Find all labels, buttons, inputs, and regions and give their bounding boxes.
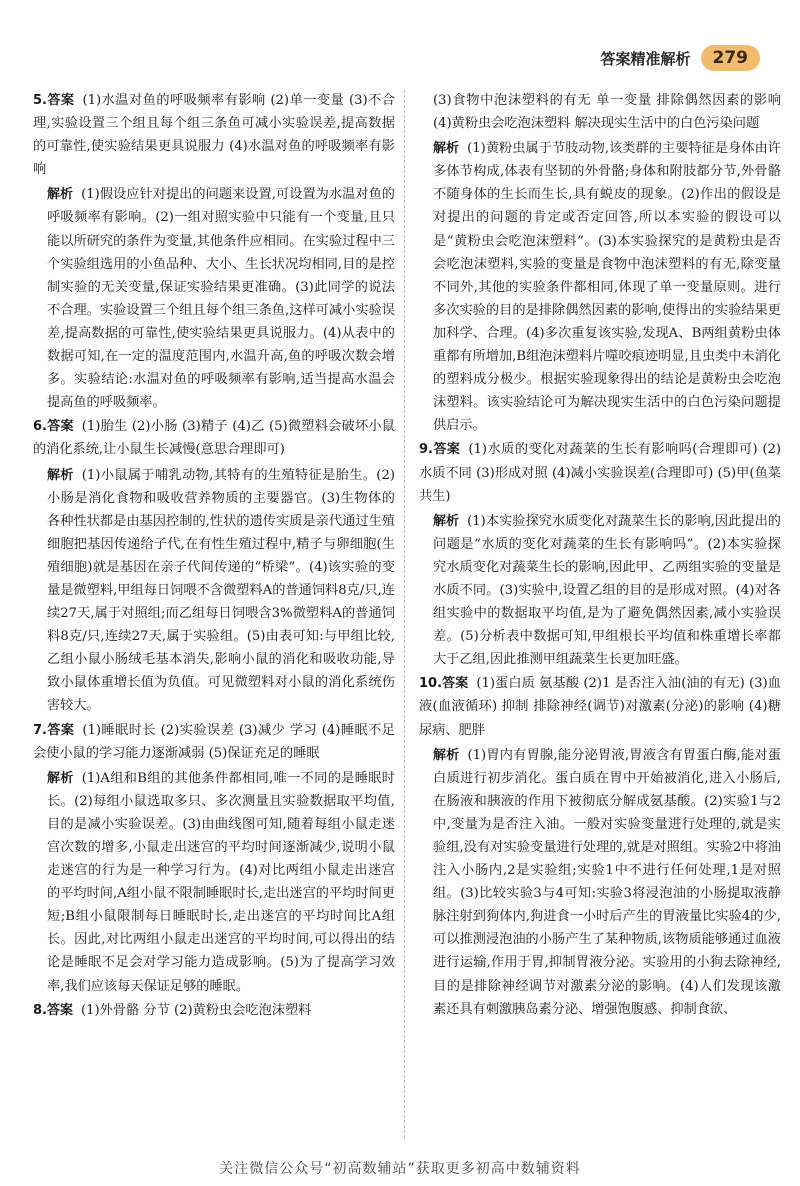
item-number: 10. — [419, 676, 443, 692]
item-number: 5. — [33, 93, 47, 108]
answer-text: (1)睡眠时长 (2)实验误差 (3)减少 学习 (4)睡眠不足会使小鼠的学习能力逐渐减弱 (5)保证充足的睡眠 — [33, 722, 395, 761]
analysis-text: (1)黄粉虫属于节肢动物,该类群的主要特征是身体由许多体节构成,体表有坚韧的外骨骼;身体和附肢都分节,外骨骼不随身体的生长而生长,具有蜕皮的现象。(2)作出的假设是对提出的问题的肯定或否定回答,所以本实验的假设可以是“黄粉虫会吃泡沫塑料”。(3)本实验探究的是黄粉虫是否会吃泡沫塑料,实验的变量是食物中泡沫塑料的有无,除变量不同外,其他的实验条件都相同,体现了单一变量原则。进行多次实验的目的是排除偶然因素的影响,使得出的实验结果更加科学、合理。(4)多次重复该实验,发现A、B两组黄粉虫体重都有所增加,B组泡沫塑料片噬咬痕迹明显,且虫类中未消化的塑料成分极少。根据实验现象得出的结论是黄粉虫会吃泡沫塑料。该实验结论可为解决现实生活中的白色污染问题提供启示。 — [433, 141, 781, 434]
analysis-text: (1)本实验探究水质变化对蔬菜生长的影响,因此提出的问题是“水质的变化对蔬菜的生长有影响吗”。(2)本实验探究水质变化对蔬菜生长的影响,因此甲、乙两组实验的变量是水质不同。(3)实验中,设置乙组的目的是形成对照。(4)对各组实验中的数据取平均值,是为了避免偶然因素,减小实验误差。(5)分析表中数据可知,甲组根长平均值和株重增长率都大于乙组,因此推测甲组蔬菜生长更加旺盛。 — [433, 513, 781, 668]
header-title: 答案精准解析 — [600, 49, 691, 68]
analysis-label: 解析 — [47, 770, 74, 786]
analysis-label: 解析 — [47, 467, 74, 483]
answer-label: 答案 — [432, 442, 461, 458]
answer-item-7 — [33, 719, 395, 998]
analysis-label: 解析 — [47, 187, 74, 203]
analysis-text: (1)假设应针对提出的问题来设置,可设置为水温对鱼的呼吸频率有影响。(2)一组对照实验中只能有一个变量,且只能以所研究的条件为变量,其他条件应相同。在实验过程中三个实验组选用的小鱼品种、大小、生长状况均相同,目的是控制实验的无关变量,保证实验结果更准确。(3)此同学的说法不合理。实验设置三个组且每个组三条鱼,这样可减小实验误差,提高数据的可靠性,使实验结果更具说服力。(4)从表中的数据可知,在一定的温度范围内,水温升高,鱼的呼吸次数会增多。实验结论:水温对鱼的呼吸频率有影响,适当提高水温会提高鱼的呼吸频率。 — [47, 187, 395, 411]
analysis-text: (1)A组和B组的其他条件都相同,唯一不同的是睡眠时长。(2)每组小鼠选取多只、多次测量且实验数据取平均值,目的是减小实验误差。(3)由曲线图可知,随着每组小鼠走迷宫次数的增多,小鼠走出迷宫的平均时间逐渐减少,说明小鼠走迷宫的行为是一种学习行为。(4)对比两组小鼠走出迷宫的平均时间,A组小鼠不限制睡眠时长,走出迷宫的平均时间更短;B组小鼠限制每日睡眠时长,走出迷宫的平均时间比A组长。因此,对比两组小鼠走出迷宫的平均时间,可以得出的结论是睡眠不足会对学习能力造成影响。(5)为了提高学习效率,我们应该每天保证足够的睡眠。 — [47, 770, 395, 994]
item-number: 8. — [33, 1002, 47, 1018]
page-header — [600, 42, 760, 74]
answer-text: (1)胎生 (2)小肠 (3)精子 (4)乙 (5)微塑料会破坏小鼠的消化系统,让小鼠生长减慢(意思合理即可) — [33, 419, 395, 458]
answer-item-5 — [33, 89, 395, 414]
answer-item-8 — [33, 999, 395, 1022]
answer-text: (1)外骨骼 分节 (2)黄粉虫会吃泡沫塑料 — [81, 1002, 312, 1018]
answer-label: 答案 — [442, 676, 469, 692]
analysis-text: (1)小鼠属于哺乳动物,其特有的生殖特征是胎生。(2)小肠是消化食物和吸收营养物质的主要器官。(3)生物体的各种性状都是由基因控制的,性状的遗传实质是亲代通过生殖细胞把基因传递给子代,在有性生殖过程中,精子与卵细胞(生殖细胞)就是基因在亲子代间传递的“桥梁”。(4)该实验的变量是微塑料,甲组每日饲喂不含微塑料A的普通饲料8克/只,连续27天,属于对照组;而乙组每日饲喂含3%微塑料A的普通饲料8克/只,连续27天,属于实验组。(5)由表可知:与甲组比较,乙组小鼠小肠绒毛基本消失,影响小鼠的消化和吸收功能,导致小鼠体重增长值为负值。可见微塑料对小鼠的消化系统伤害较大。 — [47, 467, 395, 714]
right-column — [419, 89, 781, 1022]
analysis-label: 解析 — [433, 747, 460, 763]
analysis-label: 解析 — [433, 141, 460, 157]
answer-item-6 — [33, 415, 395, 717]
page-number-badge: 279 — [701, 45, 761, 71]
answer-item-10 — [419, 672, 781, 1020]
item-number: 9. — [419, 442, 433, 458]
answer-text: (1)水质的变化对蔬菜的生长有影响吗(合理即可) (2)水质不同 (3)形成对照 (4)减小实验误差(合理即可) (5)甲(鱼菜共生) — [419, 442, 781, 504]
item-number: 7. — [33, 722, 47, 738]
answer-text: (1)水温对鱼的呼吸频率有影响 (2)单一变量 (3)不合理,实验设置三个组且每个组三条鱼可减小实验误差,提高数据的可靠性,使实验结果更具说服力 (4)水温对鱼的呼吸频率有影响 — [33, 93, 395, 178]
answer-label: 答案 — [46, 419, 74, 435]
answer-label: 答案 — [46, 1002, 73, 1018]
answer-item-8-continued — [419, 89, 781, 437]
left-column — [33, 89, 395, 1023]
analysis-text: (1)胃内有胃腺,能分泌胃液,胃液含有胃蛋白酶,能对蛋白质进行初步消化。蛋白质在胃中开始被消化,进入小肠后,在肠液和胰液的作用下被彻底分解成氨基酸。(2)实验1与2中,变量为是否注入油。一般对实验变量进行处理的,就是实验组,没有对实验变量进行处理的,就是对照组。实验2中将油注入小肠内,2是实验组;实验1中不进行任何处理,1是对照组。(3)比较实验3与4可知:实验3将浸泡油的小肠提取液静脉注射到狗体内,狗进食一小时后产生的胃液量比实验4的少,可以推测浸泡油的小肠产生了某种物质,该物质能够通过血液进行运输,作用于胃,抑制胃液分泌。实验用的小狗去除神经,目的是排除神经调节对激素分泌的影响。(4)人们发现该激素还具有刺激胰岛素分泌、增强饱腹感、抑制食欲、 — [433, 747, 781, 1017]
item-number: 6. — [33, 419, 47, 435]
analysis-label: 解析 — [433, 513, 460, 529]
answer-label: 答案 — [46, 93, 75, 108]
column-divider — [404, 90, 405, 1138]
footer-watermark: 关注微信公众号“初高数辅站”获取更多初高中数辅资料 — [219, 1161, 581, 1177]
answer-text: (3)食物中泡沫塑料的有无 单一变量 排除偶然因素的影响 (4)黄粉虫会吃泡沫塑料 解决现实生活中的白色污染问题 — [433, 93, 781, 132]
answer-label: 答案 — [46, 722, 75, 738]
answer-item-9 — [419, 438, 781, 671]
answer-text: (1)蛋白质 氨基酸 (2)1 是否注入油(油的有无) (3)血液(血液循环) 抑制 排除神经(调节)对激素(分泌)的影响 (4)糖尿病、肥胖 — [419, 676, 781, 738]
